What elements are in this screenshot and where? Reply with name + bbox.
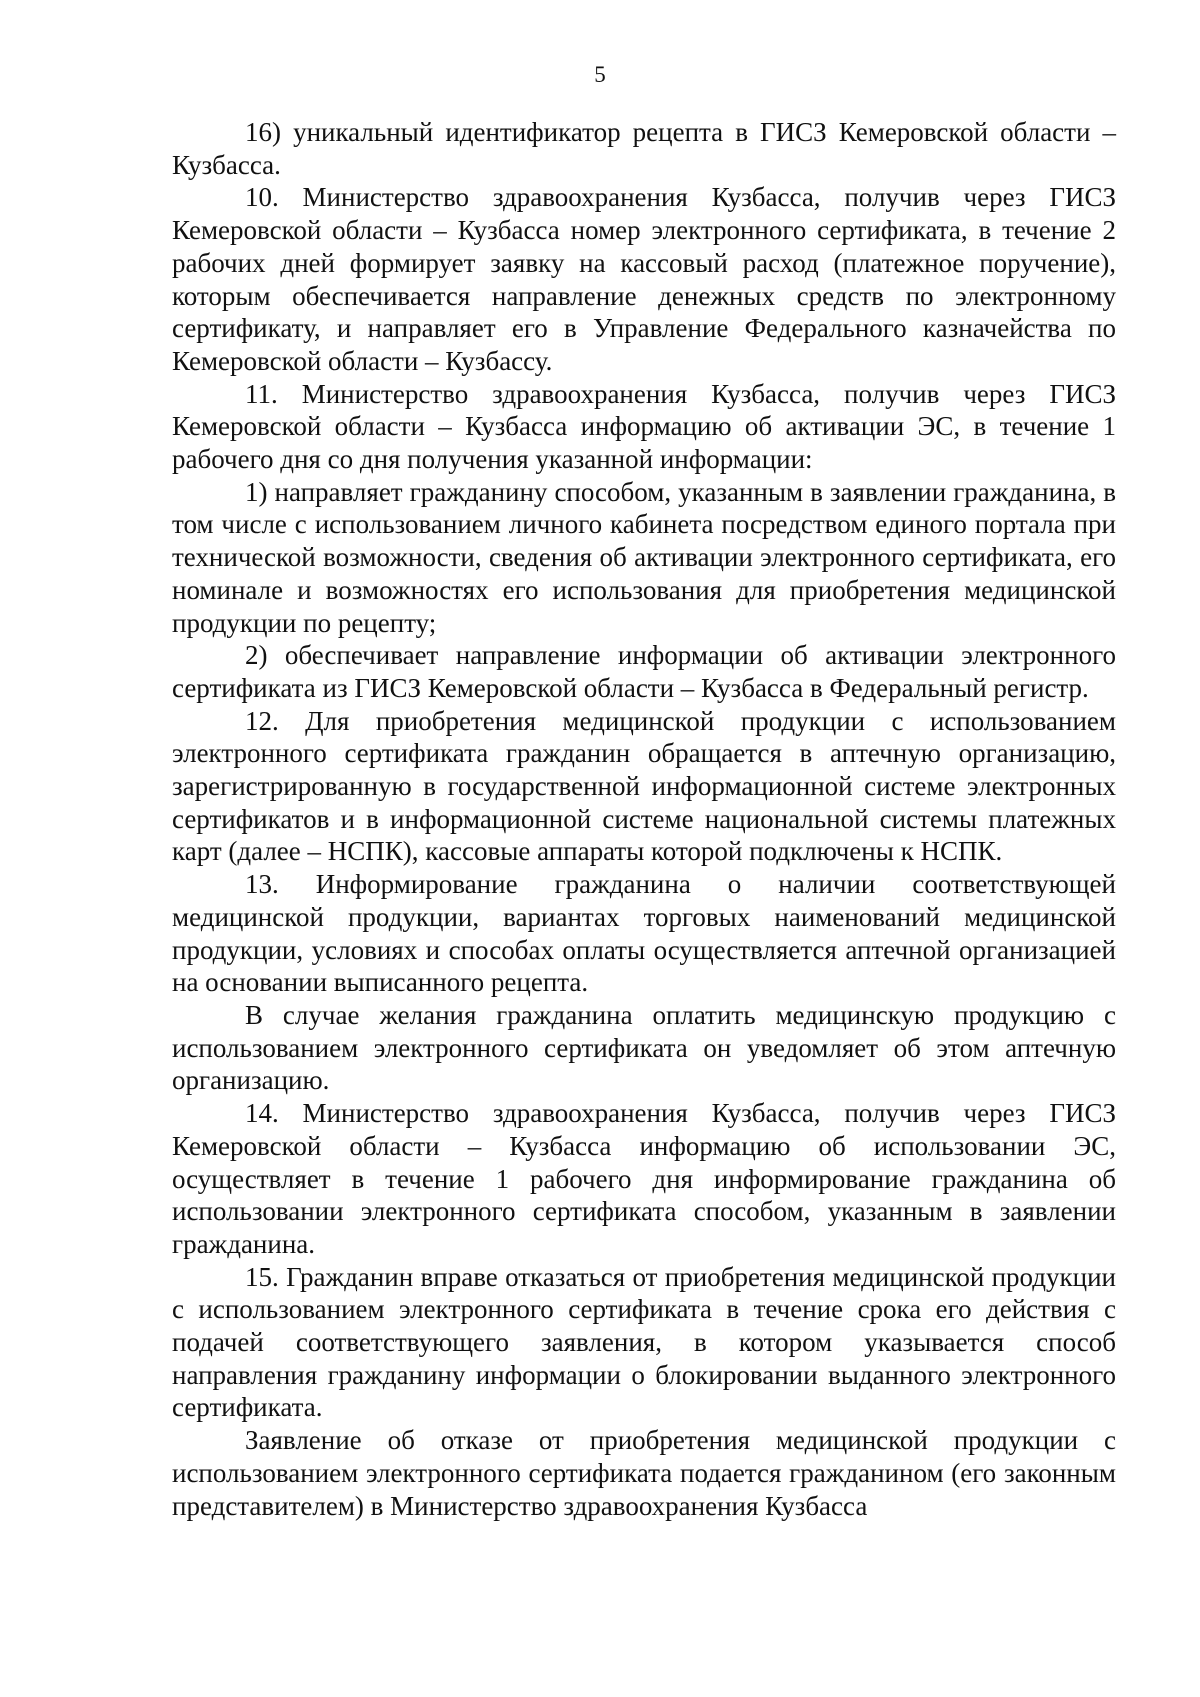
page-number: 5 (594, 62, 606, 87)
paragraph-10: 10. Министерство здравоохранения Кузбасса, получив через ГИСЗ Кемеровской области – Кузбасса номер электронного сертификата, в течение 2 рабочих дней формирует заявку на кассовый расход (платежное поручение), которым обеспечивается направление денежных средств по электронному сертификату, и направляет его в Управление Федерального казначейства по Кемеровской области – Кузбассу. (172, 182, 1116, 376)
paragraph-11-item-1: 1) направляет гражданину способом, указанным в заявлении гражданина, в том числе с использованием личного кабинета посредством единого портала при технической возможности, сведения об активации электронного сертификата, его номинале и возможностях его использования для приобретения медицинской продукции по рецепту; (172, 476, 1116, 638)
document-body (172, 116, 1116, 1522)
paragraph-item-16: 16) уникальный идентификатор рецепта в ГИСЗ Кемеровской области – Кузбасса. (172, 117, 1116, 180)
paragraph-12: 12. Для приобретения медицинской продукции с использованием электронного сертификата гражданин обращается в аптечную организацию, зарегистрированную в государственной информационной системе электронных сертификатов и в информационной системе национальной системы платежных карт (далее – НСПК), кассовые аппараты которой подключены к НСПК. (172, 705, 1116, 867)
paragraph-15-continued: Заявление об отказе от приобретения медицинской продукции с использованием электронного сертификата подается гражданином (его законным представителем) в Министерство здравоохранения Кузбасса (172, 1425, 1116, 1521)
paragraph-13: 13. Информирование гражданина о наличии соответствующей медицинской продукции, вариантах торговых наименований медицинской продукции, условиях и способах оплаты осуществляется аптечной организацией на основании выписанного рецепта. (172, 869, 1116, 998)
paragraph-13-continued: В случае желания гражданина оплатить медицинскую продукцию с использованием электронного сертификата он уведомляет об этом аптечную организацию. (172, 999, 1116, 1096)
paragraph-11-item-2: 2) обеспечивает направление информации об активации электронного сертификата из ГИСЗ Кемеровской области – Кузбасса в Федеральный регистр. (172, 640, 1116, 703)
paragraph-15: 15. Гражданин вправе отказаться от приобретения медицинской продукции с использованием электронного сертификата в течение срока его действия с подачей соответствующего заявления, в котором указывается способ направления гражданину информации о блокировании выданного электронного сертификата. (172, 1261, 1116, 1423)
paragraph-11: 11. Министерство здравоохранения Кузбасса, получив через ГИСЗ Кемеровской области – Кузбасса информацию об активации ЭС, в течение 1 рабочего дня со дня получения указанной информации: (172, 378, 1116, 475)
paragraph-14: 14. Министерство здравоохранения Кузбасса, получив через ГИСЗ Кемеровской области – Кузбасса информацию об использовании ЭС, осуществляет в течение 1 рабочего дня информирование гражданина об использовании электронного сертификата способом, указанным в заявлении гражданина. (172, 1098, 1116, 1259)
